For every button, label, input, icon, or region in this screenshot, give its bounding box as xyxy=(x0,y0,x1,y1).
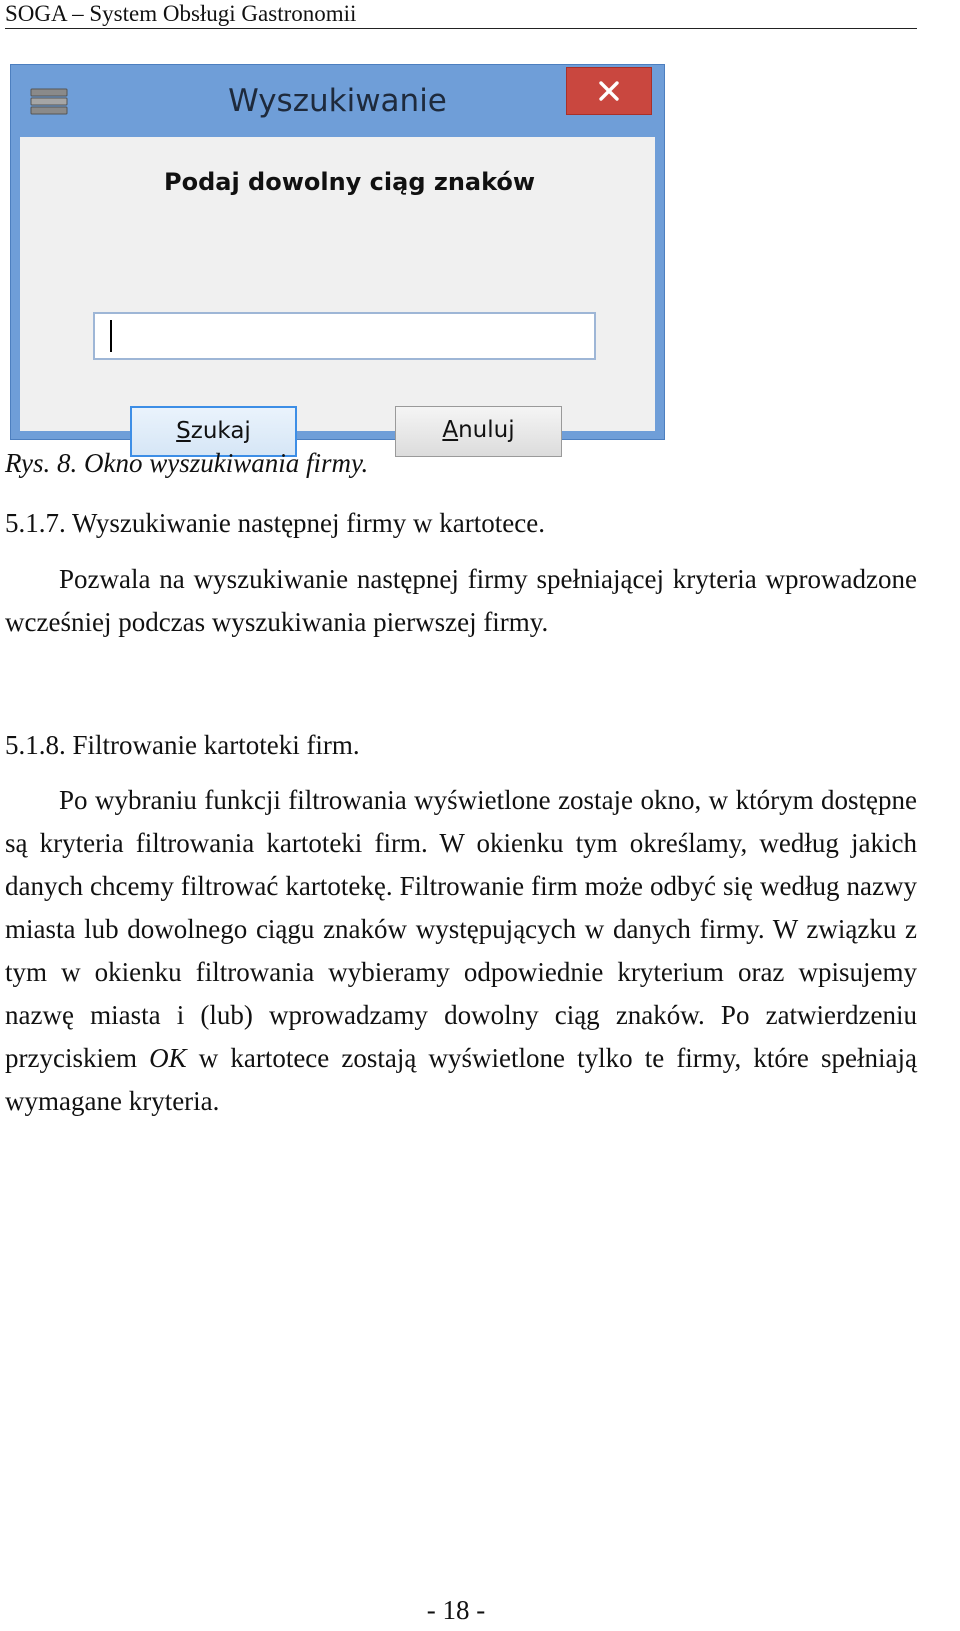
emphasis-ok: OK xyxy=(149,1043,187,1073)
dialog-client-area xyxy=(20,137,655,444)
dialog-title: Wyszukiwanie xyxy=(228,83,447,119)
cancel-button-accel: A xyxy=(442,417,459,443)
close-icon xyxy=(598,80,620,102)
text-caret xyxy=(110,320,112,352)
section-heading-518: 5.1.8. Filtrowanie kartoteki firm. xyxy=(5,730,360,760)
cancel-button-label: nuluj xyxy=(458,417,515,443)
figure-caption: Rys. 8. Okno wyszukiwania firmy. xyxy=(5,448,369,478)
body-text-before: Po wybraniu funkcji filtrowania wyświetlone zostaje okno, w którym dostępne są kryteria filtrowania kartoteki firm. W okienku tym określamy, według jakich danych chcemy filtrować kartotekę. Filtrowanie firm może odbyć się według nazwy miasta lub dowolnego ciągu znaków występujących w danych firmy. W związku z tym w okienku filtrowania wybieramy odpowiednie kryterium oraz wpisujemy nazwę miasta i (lub) wprowadzamy dowolny ciąg znaków. Po zatwierdzeniu przyciskiem xyxy=(5,785,917,1073)
running-header: SOGA – System Obsługi Gastronomii xyxy=(5,0,917,29)
search-button-accel: S xyxy=(176,418,191,444)
search-input[interactable] xyxy=(93,312,596,360)
section-heading-517: 5.1.7. Wyszukiwanie następnej firmy w kartotece. xyxy=(5,508,545,538)
dialog-titlebar[interactable] xyxy=(11,65,664,137)
search-prompt-label: Podaj dowolny ciąg znaków xyxy=(164,168,536,196)
section-body-518 xyxy=(5,779,917,1123)
body-text-after: w kartotece zostają wyświetlone tylko te firmy, które spełniają wymagane kryteria. xyxy=(5,1043,917,1116)
search-dialog-window xyxy=(10,64,665,444)
close-button[interactable] xyxy=(566,67,652,115)
search-button-label: zukaj xyxy=(190,418,251,444)
page-number: - 18 - xyxy=(426,1595,486,1625)
section-body-517: Pozwala na wyszukiwanie następnej firmy spełniającej kryteria wprowadzone wcześniej podczas wyszukiwania pierwszej firmy. xyxy=(5,564,917,637)
cancel-button[interactable] xyxy=(395,406,562,457)
